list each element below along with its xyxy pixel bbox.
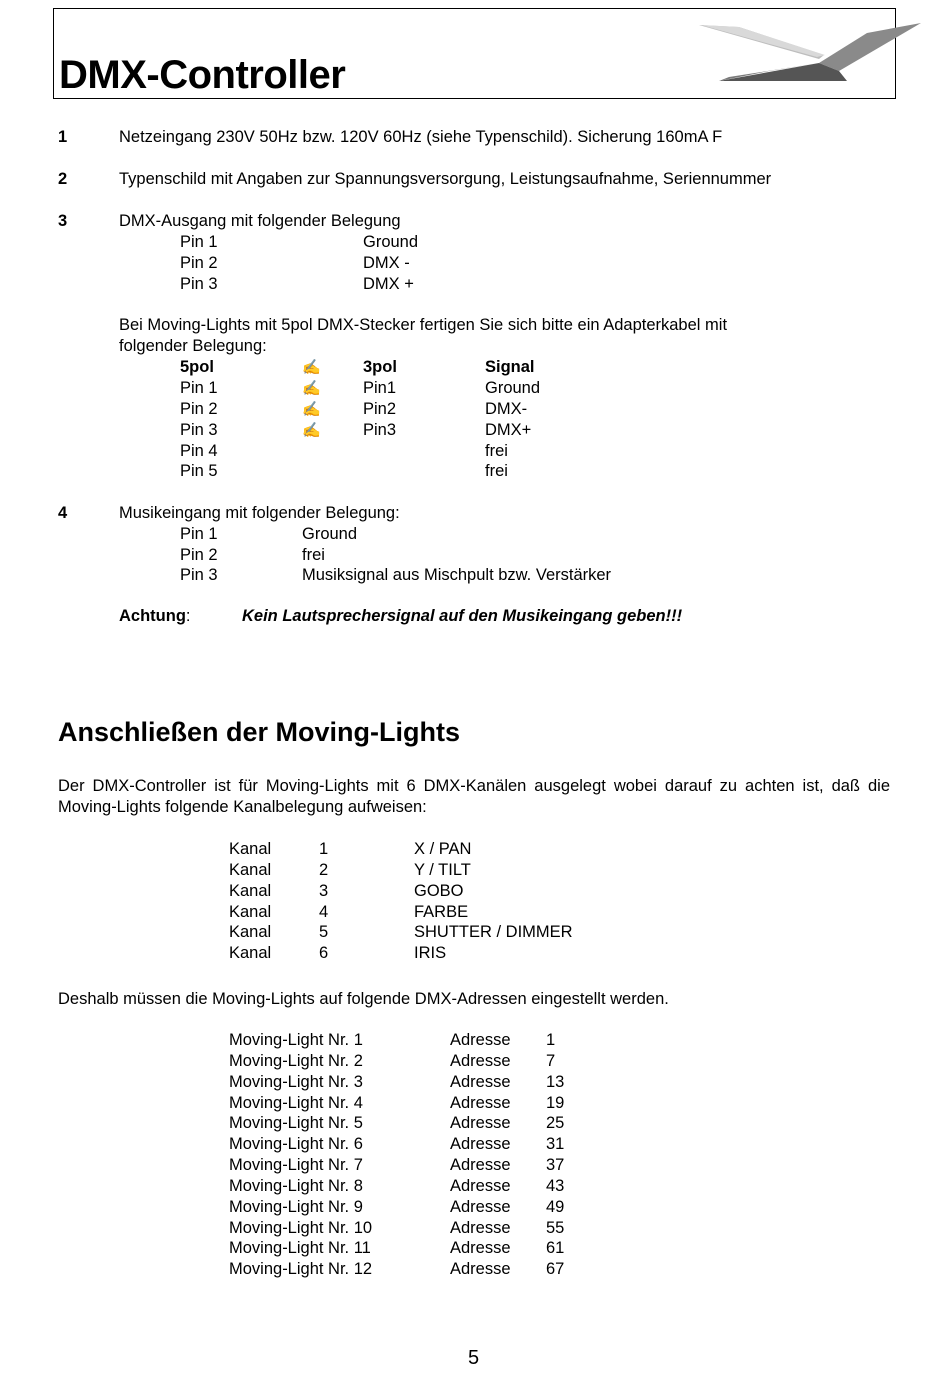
address-row-value: 43: [546, 1177, 565, 1195]
address-row-name: Moving-Light Nr. 4: [229, 1094, 363, 1112]
address-row-label: Adresse: [450, 1198, 511, 1216]
adapter-row-3pol: Pin3: [363, 421, 397, 439]
hand-arrow-icon: ✍: [302, 380, 321, 397]
adapter-row-3pol: Pin1: [363, 379, 397, 397]
address-row-value: 67: [546, 1260, 565, 1278]
adapter-row-signal: frei: [485, 462, 508, 480]
adapter-header-3pol: 3pol: [363, 358, 397, 376]
page-number: 5: [468, 1347, 480, 1369]
address-row-name: Moving-Light Nr. 12: [229, 1260, 373, 1278]
channel-number: 4: [319, 903, 329, 921]
adapter-text-line1: Bei Moving-Lights mit 5pol DMX-Stecker fertigen Sie sich bitte ein Adapterkabel mit: [119, 316, 728, 334]
item-text-4: Musikeingang mit folgender Belegung:: [119, 504, 400, 522]
channel-label: Kanal: [229, 861, 272, 879]
adapter-row-5pol: Pin 2: [180, 400, 218, 418]
address-row-value: 25: [546, 1114, 565, 1132]
channel-label: Kanal: [229, 840, 272, 858]
channel-label: Kanal: [229, 944, 272, 962]
section-heading: Anschließen der Moving-Lights: [58, 717, 461, 747]
address-row-value: 49: [546, 1198, 565, 1216]
adapter-row-signal: frei: [485, 442, 508, 460]
adapter-row-signal: DMX+: [485, 421, 532, 439]
address-row-value: 55: [546, 1219, 565, 1237]
channel-number: 2: [319, 861, 329, 879]
item-number-4: 4: [58, 504, 68, 522]
address-row-name: Moving-Light Nr. 11: [229, 1239, 371, 1257]
dmx-pin-label: Pin 1: [180, 233, 218, 251]
address-row-label: Adresse: [450, 1135, 511, 1153]
adapter-row-5pol: Pin 5: [180, 462, 218, 480]
address-row-value: 19: [546, 1094, 565, 1112]
page-title: DMX-Controller: [59, 53, 346, 97]
address-row-label: Adresse: [450, 1177, 511, 1195]
item-text-3: DMX-Ausgang mit folgender Belegung: [119, 212, 401, 230]
music-pin-label: Pin 1: [180, 525, 218, 543]
item-text-1: Netzeingang 230V 50Hz bzw. 120V 60Hz (siehe Typenschild). Sicherung 160mA F: [119, 128, 723, 146]
address-row-value: 37: [546, 1156, 565, 1174]
address-row-label: Adresse: [450, 1239, 511, 1257]
channel-function: FARBE: [414, 903, 469, 921]
address-row-label: Adresse: [450, 1052, 511, 1070]
address-intro: Deshalb müssen die Moving-Lights auf folgende DMX-Adressen eingestellt werden.: [58, 990, 669, 1008]
address-row-name: Moving-Light Nr. 10: [229, 1219, 373, 1237]
hand-arrow-icon: ✍: [302, 401, 321, 418]
dmx-pin-signal: Ground: [363, 233, 419, 251]
address-row-label: Adresse: [450, 1073, 511, 1091]
address-row-value: 31: [546, 1135, 565, 1153]
channel-function: SHUTTER / DIMMER: [414, 923, 573, 941]
channel-number: 6: [319, 944, 329, 962]
address-row-label: Adresse: [450, 1114, 511, 1132]
adapter-text-line2: folgender Belegung:: [119, 337, 267, 355]
channel-label: Kanal: [229, 882, 272, 900]
item-text-2: Typenschild mit Angaben zur Spannungsversorgung, Leistungsaufnahme, Seriennummer: [119, 170, 772, 188]
channel-number: 1: [319, 840, 329, 858]
music-pin-label: Pin 2: [180, 546, 218, 564]
channel-function: Y / TILT: [414, 861, 471, 879]
music-pin-signal: Ground: [302, 525, 358, 543]
section-intro-paragraph: Der DMX-Controller ist für Moving-Lights mit 6 DMX-Kanälen ausgelegt wobei darauf zu achten ist, daß die Moving-Lights folgende Kanalbelegung aufweisen:: [58, 777, 890, 816]
brand-logo-icon: [699, 21, 929, 83]
hand-arrow-icon: ✍: [302, 359, 321, 376]
address-row-name: Moving-Light Nr. 3: [229, 1073, 363, 1091]
address-row-label: Adresse: [450, 1094, 511, 1112]
dmx-pin-signal: DMX +: [363, 275, 414, 293]
address-row-name: Moving-Light Nr. 7: [229, 1156, 363, 1174]
adapter-header-signal: Signal: [485, 358, 535, 376]
address-row-name: Moving-Light Nr. 6: [229, 1135, 363, 1153]
item-number-3: 3: [58, 212, 68, 230]
music-pin-signal: Musiksignal aus Mischpult bzw. Verstärker: [302, 566, 612, 584]
adapter-row-signal: Ground: [485, 379, 541, 397]
channel-number: 5: [319, 923, 329, 941]
adapter-row-5pol: Pin 4: [180, 442, 218, 460]
address-row-label: Adresse: [450, 1031, 511, 1049]
adapter-row-signal: DMX-: [485, 400, 528, 418]
channel-number: 3: [319, 882, 329, 900]
item-number-2: 2: [58, 170, 68, 188]
address-row-value: 13: [546, 1073, 565, 1091]
address-row-value: 1: [546, 1031, 556, 1049]
dmx-pin-label: Pin 2: [180, 254, 218, 272]
warning-label: Achtung: [119, 607, 186, 625]
address-row-value: 61: [546, 1239, 565, 1257]
adapter-row-5pol: Pin 3: [180, 421, 218, 439]
warning-label-group: [119, 606, 191, 626]
item-number-1: 1: [58, 128, 68, 146]
address-row-label: Adresse: [450, 1156, 511, 1174]
channel-label: Kanal: [229, 923, 272, 941]
dmx-pin-label: Pin 3: [180, 275, 218, 293]
header-box: [53, 8, 896, 99]
channel-function: IRIS: [414, 944, 447, 962]
adapter-header-5pol: 5pol: [180, 358, 214, 376]
address-row-label: Adresse: [450, 1219, 511, 1237]
channel-label: Kanal: [229, 903, 272, 921]
dmx-pin-signal: DMX -: [363, 254, 410, 272]
music-pin-label: Pin 3: [180, 566, 218, 584]
address-row-name: Moving-Light Nr. 9: [229, 1198, 363, 1216]
channel-function: GOBO: [414, 882, 464, 900]
music-pin-signal: frei: [302, 546, 325, 564]
warning-colon: :: [185, 607, 191, 625]
channel-function: X / PAN: [414, 840, 472, 858]
warning-text: Kein Lautsprechersignal auf den Musikeingang geben!!!: [242, 607, 683, 625]
adapter-row-5pol: Pin 1: [180, 379, 218, 397]
address-row-name: Moving-Light Nr. 8: [229, 1177, 363, 1195]
address-row-label: Adresse: [450, 1260, 511, 1278]
hand-arrow-icon: ✍: [302, 422, 321, 439]
address-row-name: Moving-Light Nr. 1: [229, 1031, 363, 1049]
address-row-name: Moving-Light Nr. 2: [229, 1052, 363, 1070]
address-row-name: Moving-Light Nr. 5: [229, 1114, 363, 1132]
adapter-row-3pol: Pin2: [363, 400, 397, 418]
address-row-value: 7: [546, 1052, 556, 1070]
